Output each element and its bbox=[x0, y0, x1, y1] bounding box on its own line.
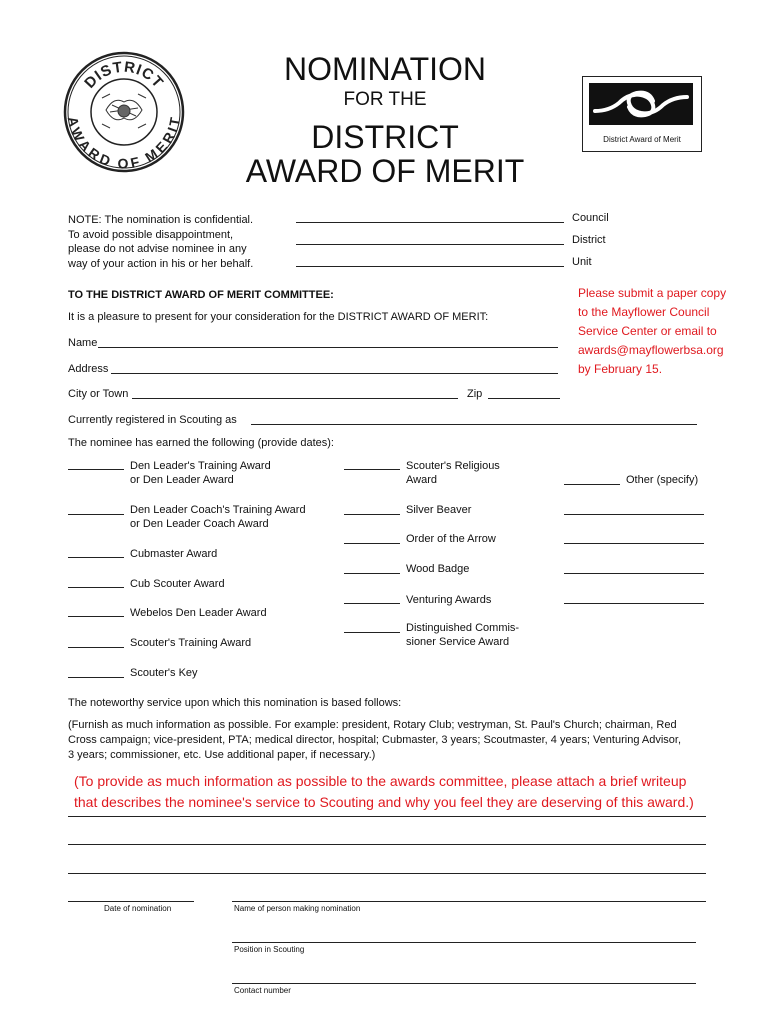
city-label: City or Town bbox=[68, 388, 129, 400]
notice-deadline: by February 15. bbox=[578, 362, 663, 376]
award-cub-scouter: Cub Scouter Award bbox=[130, 578, 225, 590]
award-scouters-key: Scouter's Key bbox=[130, 667, 198, 679]
registered-field[interactable] bbox=[251, 424, 697, 425]
other-specify-field[interactable] bbox=[564, 514, 704, 515]
award-wood-badge: Wood Badge bbox=[406, 563, 470, 575]
date-field-scouters-training[interactable] bbox=[68, 647, 124, 648]
svg-text:AWARD OF MERIT: AWARD OF MERIT bbox=[64, 115, 184, 172]
date-field-religious[interactable] bbox=[344, 469, 400, 470]
date-field-other[interactable] bbox=[564, 484, 620, 485]
date-field-den-leader[interactable] bbox=[68, 469, 124, 470]
other-specify-field[interactable] bbox=[564, 543, 704, 544]
award-label: Award bbox=[406, 474, 437, 486]
contact-label: Contact number bbox=[234, 986, 291, 995]
city-field[interactable] bbox=[132, 398, 458, 399]
date-field-scouters-key[interactable] bbox=[68, 677, 124, 678]
square-knot-icon bbox=[589, 83, 693, 125]
notice-line: Please submit a paper copy bbox=[578, 286, 727, 300]
district-award-seal bbox=[62, 50, 186, 174]
district-field[interactable] bbox=[296, 244, 564, 245]
instruction-line: 3 years; commissioner, etc. Use additional paper, if necessary.) bbox=[68, 749, 376, 761]
date-field-silver-beaver[interactable] bbox=[344, 514, 400, 515]
district-label: District bbox=[572, 234, 606, 246]
writeup-line: (To provide as much information as possible to the awards committee, please attach a brief writeup bbox=[74, 773, 687, 789]
service-writeup-line[interactable] bbox=[68, 873, 706, 874]
title-nomination: NOMINATION bbox=[283, 51, 487, 87]
notice-line: to the Mayflower Council bbox=[578, 305, 710, 319]
nominator-name-label: Name of person making nomination bbox=[234, 904, 361, 913]
award-silver-beaver: Silver Beaver bbox=[406, 504, 472, 516]
award-label: Scouter's Religious bbox=[406, 460, 500, 472]
award-order-arrow: Order of the Arrow bbox=[406, 533, 496, 545]
award-label: or Den Leader Coach Award bbox=[130, 518, 269, 530]
date-field-cubmaster[interactable] bbox=[68, 557, 124, 558]
service-writeup-line[interactable] bbox=[68, 816, 706, 817]
note-line: NOTE: The nomination is confidential. bbox=[68, 214, 254, 226]
awards-intro: The nominee has earned the following (provide dates): bbox=[68, 437, 334, 449]
note-line: please do not advise nominee in any bbox=[68, 243, 247, 255]
position-field[interactable] bbox=[232, 942, 696, 943]
svg-text:DISTRICT: DISTRICT bbox=[81, 58, 167, 92]
nominator-name-field[interactable] bbox=[232, 901, 706, 902]
award-scouters-training: Scouter's Training Award bbox=[130, 637, 252, 649]
award-den-leader bbox=[130, 459, 271, 487]
date-field-webelos[interactable] bbox=[68, 616, 124, 617]
award-venturing: Venturing Awards bbox=[406, 594, 492, 606]
title-award-of-merit: AWARD OF MERIT bbox=[245, 153, 525, 189]
zip-label: Zip bbox=[467, 388, 483, 400]
other-specify-field[interactable] bbox=[564, 603, 704, 604]
badge-caption: District Award of Merit bbox=[603, 135, 681, 144]
date-field-dcsa[interactable] bbox=[344, 632, 400, 633]
service-instructions bbox=[68, 718, 708, 763]
date-field-wood-badge[interactable] bbox=[344, 573, 400, 574]
position-label: Position in Scouting bbox=[234, 945, 305, 954]
date-of-nomination-field[interactable] bbox=[68, 901, 194, 902]
date-field-cub-scouter[interactable] bbox=[68, 587, 124, 588]
address-label: Address bbox=[68, 363, 109, 375]
award-distinguished-commissioner bbox=[406, 621, 519, 649]
confidential-note bbox=[68, 213, 262, 271]
writeup-request bbox=[68, 771, 748, 813]
note-line: way of your action in his or her behalf. bbox=[68, 257, 254, 270]
form-title bbox=[230, 52, 540, 188]
title-district: DISTRICT bbox=[311, 119, 459, 155]
contact-field[interactable] bbox=[232, 983, 696, 984]
committee-heading: TO THE DISTRICT AWARD OF MERIT COMMITTEE: bbox=[68, 289, 334, 301]
award-label: sioner Service Award bbox=[406, 636, 510, 648]
date-field-coach[interactable] bbox=[68, 514, 124, 515]
award-den-leader-coach bbox=[130, 503, 306, 531]
seal-graphic bbox=[62, 50, 186, 174]
award-badge-box bbox=[582, 76, 702, 152]
submission-notice bbox=[578, 284, 726, 379]
service-writeup-line[interactable] bbox=[68, 844, 706, 845]
award-label: Den Leader's Training Award bbox=[130, 460, 271, 472]
award-webelos: Webelos Den Leader Award bbox=[130, 607, 267, 619]
zip-field[interactable] bbox=[488, 398, 560, 399]
date-of-nomination-label: Date of nomination bbox=[104, 904, 172, 913]
instruction-line: (Furnish as much information as possible. For example: president, Rotary Club; vestryman, St. Paul's Church; chairman, Red bbox=[68, 719, 677, 731]
date-field-venturing[interactable] bbox=[344, 603, 400, 604]
award-label: Den Leader Coach's Training Award bbox=[130, 504, 306, 516]
unit-field[interactable] bbox=[296, 266, 564, 267]
council-field[interactable] bbox=[296, 222, 564, 223]
service-intro: The noteworthy service upon which this nomination is based follows: bbox=[68, 697, 402, 709]
other-specify-field[interactable] bbox=[564, 573, 704, 574]
award-label: or Den Leader Award bbox=[130, 474, 234, 486]
council-label: Council bbox=[572, 212, 609, 224]
address-field[interactable] bbox=[111, 373, 558, 374]
award-cubmaster: Cubmaster Award bbox=[130, 548, 218, 560]
note-line: To avoid possible disappointment, bbox=[68, 228, 234, 241]
award-religious bbox=[406, 459, 500, 487]
writeup-line: that describes the nominee's service to Scouting and why you feel they are deserving of this award.) bbox=[74, 794, 694, 810]
name-field[interactable] bbox=[98, 347, 558, 348]
instruction-line: Cross campaign; vice-president, PTA; medical director, hospital; Cubmaster, 3 years; Scoutmaster, 4 years; Venturing Advisor, bbox=[68, 734, 682, 746]
award-other: Other (specify) bbox=[626, 474, 699, 486]
title-for-the: FOR THE bbox=[343, 89, 427, 110]
committee-intro: It is a pleasure to present for your consideration for the DISTRICT AWARD OF MERIT: bbox=[68, 311, 489, 323]
award-label: Distinguished Commis- bbox=[406, 622, 520, 634]
name-label: Name bbox=[68, 337, 98, 349]
date-field-order-arrow[interactable] bbox=[344, 543, 400, 544]
notice-line: Service Center or email to bbox=[578, 324, 717, 338]
unit-label: Unit bbox=[572, 256, 592, 268]
notice-email: awards@mayflowerbsa.org bbox=[578, 343, 724, 357]
registered-label: Currently registered in Scouting as bbox=[68, 414, 237, 426]
